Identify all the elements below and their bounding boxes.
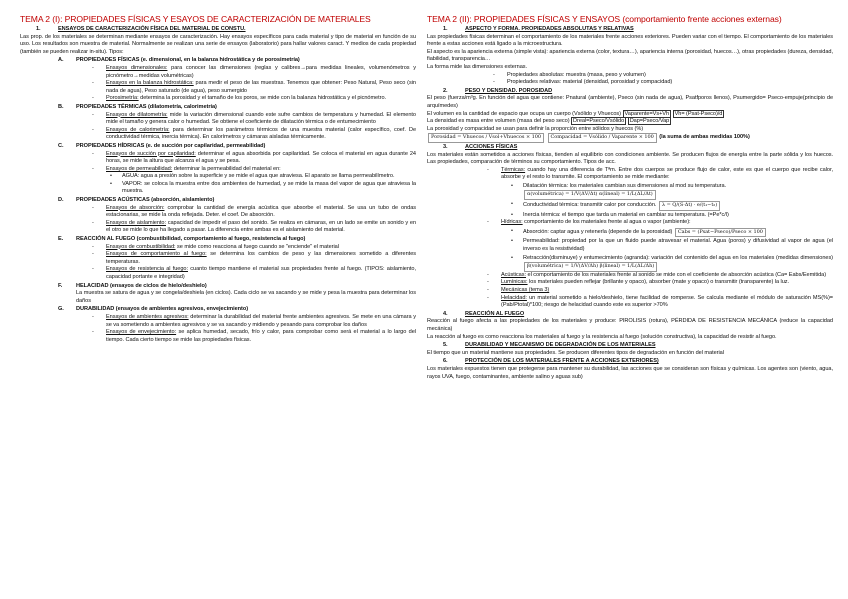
formula-row: Porosidad = Vhuecos / Vsol+Vhuecos × 100 Compacidad = Vsólido / Vaparente × 100 (la suma de ambas medidas 100%) [427,133,833,143]
subsection-b [58,104,416,112]
list-item: - Lumínicas: los materiales pueden reflejar (brillante y opaco), absorber (mate y opaco) o transmitir (transparente) la luz. [487,279,790,286]
right-section-2 [427,88,833,96]
right-title: TEMA 2 (II): PROPIEDADES FÍSICAS Y ENSAYOS (comportamiento frente acciones externas) [427,14,782,24]
conductivity-formula: λ = Q/(S·Δt) · e/(t₁−t₂) [659,201,720,211]
subsection-heading: REACCIÓN AL FUEGO (combustibilidad, comportamiento al fuego, resistencia al fuego) [76,236,306,243]
subsection-heading: PROPIEDADES FÍSICAS (e. dimensional, en la balanza hidrostática y de porosimetría) [76,57,300,64]
list-item: - Ensayos de ambientes agresivos: determinar la durabilidad del material frente ambientes agresivos. Se mete en una cámara y se va sometiendo a ambientes agresivos y se va sacando y midiendo y pesando para comprobar los daños [92,313,416,328]
subsection-a [58,57,416,65]
left-column [20,14,416,344]
section-text: Reacción al fuego afecta a las propiedades de los materiales y produce: PIROLISIS (rotura), PÉRDIDA DE RESISTENCIA MECÁNICA (reduce la capacidad mecánica) [427,318,833,332]
right-column [427,14,833,381]
subsection-heading: PROPIEDADES ACÚSTICAS (absorción, aislamiento) [76,197,215,204]
section-text: El aspecto es la apariencia externa (simple vista): apariencia externa (color, textura…), apariencia interna (porosidad, huecos…), otras propiedades (dureza, densidad, fiabilidad, transparencia… [427,48,833,63]
list-item: - Ensayos de envejecimiento: se aplica humedad, secado, frío y calor, para comprobar como será el material a lo largo del tiempo. Cada cierto tiempo se mide las propiedades físicas. [92,329,416,343]
list-item: - Ensayos de succión por capilaridad: determinar el agua absorbida por capilaridad. Se coloca el material en agua durante 24 horas, se mide la altura que alcanza el agua y se pesa. [92,150,416,165]
bullet-item: • Absorción: captar agua y retenerla (depende de la porosidad) Cabs = (Psat−Pseco)/Pseco × 100 [511,228,833,238]
section-heading: DURABILIDAD Y MECANISMO DE DEGRADACIÓN DE LOS MATERIALES [465,342,656,349]
list-item: - Ensayos dimensionales: para conocer las dimensiones (reglas y calibres→para medidas lineales, volumenómetros y picnómetro→medidas volumétricas) [92,64,416,79]
absorption-formula: Cabs = (Psat−Pseco)/Pseco × 100 [675,228,766,238]
subsection-f [58,283,416,291]
list-item: - Ensayos de aislamiento: capacidad de impedir el paso del sonido. Se realiza en cámaras, en un lado se emite un sonido y en el otro se mide lo que ha llegado a pasar. La diferencia entre ambas es el aislamiento del material. [92,219,417,234]
section-number: 5. [443,342,448,349]
subsection-letter: C. [58,142,64,149]
bullet-item: • AGUA: agua a presión sobre la superficie y se mide el agua que atraviesa. El aparato se llama permeabilímetro. [110,173,395,180]
subsection-letter: B. [58,103,64,110]
subsection-text: La muestra se satura de agua y se congela/deshiela (en ciclos). Cada ciclo se va sacando y se mide y pesa la muestra para determinar los daños [76,290,416,304]
bullet-item: • Permeabilidad: propiedad por la que un fluido puede atravesar el material. Agua (poros) y difusividad al vapor de agua (el inverso es la resistividad) [511,238,833,253]
section-heading: ACCIONES FÍSICAS [465,143,518,150]
section-heading: PESO Y DENSIDAD. POROSIDAD [465,87,553,94]
section-text: El tiempo que un material mantiene sus propiedades. Se producen diferentes tipos de degradación en función del material [427,349,724,356]
subsection-letter: F. [58,282,63,289]
section-heading: ENSAYOS DE CARACTERIZACIÓN FÍSICA DEL MATERIAL DE CONSTU. [58,26,246,32]
section-number: 2. [443,87,448,94]
subsection-heading: HELACIDAD (ensayos de ciclos de hielo/deshielo) [76,282,207,289]
section-number: 4. [443,310,448,317]
section-text: Los materiales expuestos tienen que protegerse para mantener su durabilidad, las acciones que se consideran son físicas y químicas. Los agentes son (viento, agua, rayos UVA, fuego, contaminantes, ambiente salino y aguas sub) [427,365,833,380]
left-section-1 [20,26,416,34]
bullet-item: • Conductividad térmica: transmitir calor por conducción. λ = Q/(S·Δt) · e/(t₁−t₂) [511,201,833,211]
list-item: - Ensayos de absorción: comprobar la cantidad de energía acústica que absorbe el material. Se usa un tubo de ondas estacionarias, se mide la onda reflejada. Deter. el coef. De absorción. [92,204,416,219]
list-item: - Térmicas: cuando hay una diferencia de Tªm. Entre dos cuerpos se produce flujo de calor, este es que el cuerpo que recibe calor, absorbe y el resto lo transmite. El comportamiento se mide mediante: [487,166,833,181]
section-heading: ASPECTO Y FORMA. PROPIEDADES ABSOLUTAS Y RELATIVAS [465,26,634,32]
section-text: La densidad es masa entre volumen (masa del peso seco) Dreal=Pseco/Vsólido Dap=Pseco/Vap [427,118,670,125]
bullet-item: • VAPOR: se coloca la muestra entre dos ambientes de humedad, y se mide la masa del vapor de agua que atraviesa la muestra. [110,180,416,195]
porosity-formula: Porosidad = Vhuecos / Vsol+Vhuecos × 100 [428,133,544,143]
subsection-letter: D. [58,197,64,204]
left-title: TEMA 2 (I): PROPIEDADES FÍSICAS Y ESAYOS DE CARACTERIZACIÓN DE MATERIALES [20,14,371,24]
subsection-g [58,306,416,314]
list-item: - Ensayos de calorimetría: para determinar los parámetros térmicos de una muestra material (calor específico, coef. De conductividad térmica, inercia térmica). En calorímetros y cámaras aisladas térmicamente. [92,126,416,141]
section-text: La porosidad y compacidad se usan para definir la proporción entre sólidos y huecos (%) [427,125,644,132]
list-item: - Propiedades absolutas: muestra (masa, peso y volumen) [493,71,646,78]
right-section-3 [427,144,833,152]
list-item: - Helacidad: un material sometido a hielo/deshielo, tiene facilidad de romperse. Se calcula mediante el módulo de saturación MS(%)=(Pab/Ptotal)*100; riesgo de helacidad cuando este es superior >70% [487,294,833,309]
list-item: - Ensayos de permeabilidad: determinar la permeabilidad del material en: [92,165,281,172]
dilatation-formula: α(volumétrica) = 1/V(ΔV/Δt) α(lineal) = 1/L(ΔL/Δt) [524,190,656,200]
section-text: Las prop. de los materiales se determinan mediante ensayos de caracterización. Hay ensayos específicos para cada material y tipo de material en función de su uso. Los resultados son muestra de material. Normalmente se realizan una serie de ensayos (laboratorio) para hallar valores caract. Y medios de cada propiedad (también se pueden realizar in-situ). Tipos: [20,33,416,55]
section-heading: REACCIÓN AL FUEGO [465,310,525,317]
bullet-item: • Inercia térmica: el tiempo que tarda un material en cambiar su temperatura. (=Pe*c/l) [511,211,729,218]
section-text: La forma mide las dimensiones externas. [427,63,528,70]
list-item: - Mecánicas (tema 3) [487,287,550,293]
compactness-formula: Compacidad = Vsólido / Vaparente × 100 [548,133,657,143]
right-section-1 [427,26,833,34]
section-text: El peso (fuerza/m³g. En función del agua que contiene: Pnatural (ambiente), Pseco (sin nada de agua), Psatfporos llenos), Psumergido= Pseco-empuje(principio de arquímedes) [427,95,833,109]
section-number: 1. [443,26,448,32]
subsection-letter: G. [58,306,64,313]
subsection-heading: DURABILIDAD (ensayos de ambientes agresivos, envejecimiento) [76,306,249,313]
list-item: - Acústicas: el comportamiento de los materiales frente al sonido se mide con el coeficiente de absorción acústica (Ca= Eabs/Eemitida) [487,271,827,278]
subsection-e [58,236,416,244]
subsection-d [58,197,416,205]
section-text: El volumen es la cantidad de espacio que ocupa un cuerpo (Vsólido y Vhuecos) Vaparente=Vs+Vh Vh= (Psat-Pseco)/d [427,110,723,117]
list-item: - Porosimetría: determina la porosidad y el tamaño de los poros, se mide con la balanza hidrostática y el picnómetro. [92,95,387,102]
right-section-6 [427,358,833,366]
list-item: - Ensayos de combustibilidad: se mide como reacciona al fuego cuando se "enciende" el material [92,243,339,250]
subsection-heading: PROPIEDADES TÉRMICAS (dilatometría, calorimetría) [76,103,217,110]
section-text: Los materiales están sometidos a acciones físicas, tienden al equilibrio con condiciones ambiente. Se producen flujos de energía entre la parte sólida y los huecos. Las propiedades, comparación de términos su comportamiento. Tipos de acc. [427,151,833,166]
list-item: - Ensayos de resistencia al fuego: cuanto tiempo mantiene el material sus propiedades frente al fuego. (TIPOS: aislamiento, capacidad portante e integridad) [92,266,416,280]
section-number: 6. [443,358,448,365]
retraction-formula: β(volumétrica) = 1/V(ΔV/Δh) β(lineal) = 1/L(ΔL/Δh) [524,262,657,272]
subsection-c [58,143,416,151]
subsection-letter: A. [58,57,64,64]
list-item: - Hídricas: comportamiento de los materiales frente al agua o vapor (ambiente): [487,219,691,226]
list-item: - Ensayos de dilatometría: mide la variación dimensional cuando este sufre cambios de temperatura y humedad. El elemento mide el tamaño y genera calor o humedad. Se obtiene el coeficiente de dilatación térmica o de entumecimiento [92,111,416,126]
subsection-heading: PROPIEDADES HÍDRICAS (e. de succión por capilaridad, permeabilidad) [76,142,266,149]
section-text: Las propiedades físicas determinan el comportamiento de los materiales frente acciones exteriores. Pueden variar con el tiempo. El comportamiento de los materiales frente a estas acciones está ligado a la microestructura. [427,33,833,48]
section-text: La reacción al fuego es como reacciona los materiales al fuego y la resistencia al fuego (solución constructiva), la capacidad de resistir al fuego. [427,333,777,340]
section-heading: PROTECCIÓN DE LOS MATERIALES FRENTE A ACCIONES EXTERIORES) [465,358,659,365]
subsection-letter: E. [58,236,64,243]
section-number: 3. [443,143,448,150]
section-number: 1. [36,26,41,32]
bullet-item: • Dilatación térmica: los materiales cambian sus dimensiones al mod su temperatura. α(volumétrica) = 1/V(ΔV/Δt) α(lineal) = 1/L(ΔL/Δt) [511,183,833,200]
list-item: - Propiedades relativas: material (densidad, porosidad y compacidad) [493,79,673,86]
list-item: - Ensayos en la balanza hidrostática: para medir el peso de las muestras. Tenemos que obtener: Peso Natural, Peso seco (sin nada de agua), Peso saturado (de agua), peso sumergido [92,80,416,94]
right-section-5 [427,342,833,350]
list-item: - Ensayos de comportamiento al fuego: se determina los cambios de peso y las dimensiones sometido a diferentes temperaturas. [92,251,416,265]
bullet-item: • Retracción(disminuye) y entumecimiento (agranda): variación del contenido del agua en los materiales (medidas dimensiones) β(volumétrica) = 1/V(ΔV/Δh) β(lineal) = 1/L(ΔL/Δh) [511,255,833,272]
